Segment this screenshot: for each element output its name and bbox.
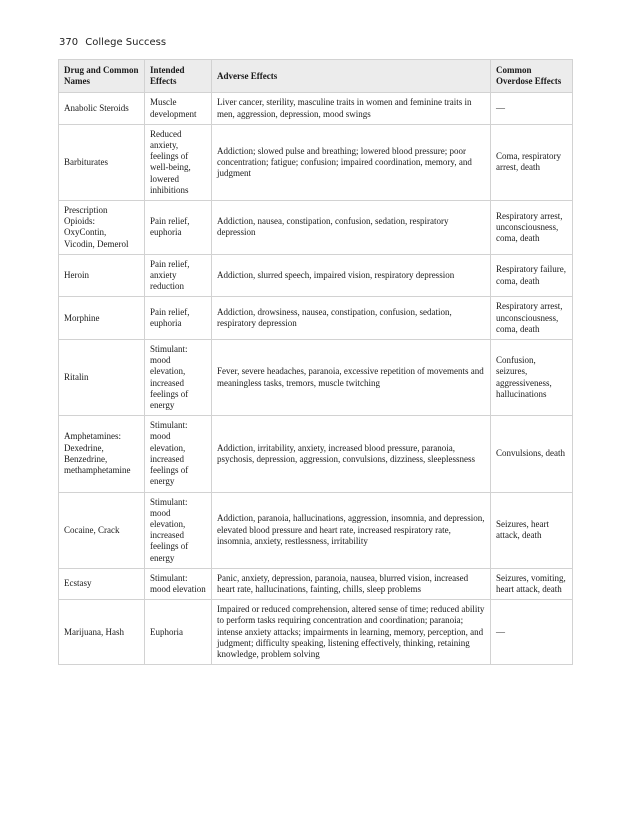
cell-drug: Marijuana, Hash <box>59 600 145 665</box>
cell-drug: Ecstasy <box>59 568 145 599</box>
table-row <box>59 600 573 665</box>
cell-adverse: Addiction, paranoia, hallucinations, aggression, insomnia, and depression, elevated blood pressure and heart rate, increased respiratory rate, insomnia, anxiety, restlessness, irritability <box>212 492 491 568</box>
cell-intended: Pain relief, euphoria <box>145 201 212 255</box>
cell-overdose: Respiratory arrest, unconsciousness, coma, death <box>491 297 573 340</box>
table-row <box>59 297 573 340</box>
drug-effects-table <box>58 59 573 665</box>
cell-drug: Prescription Opioids: OxyContin, Vicodin, Demerol <box>59 201 145 255</box>
cell-drug: Cocaine, Crack <box>59 492 145 568</box>
cell-adverse: Liver cancer, sterility, masculine traits in women and feminine traits in men, aggression, depression, mood swings <box>212 93 491 124</box>
cell-intended: Pain relief, euphoria <box>145 297 212 340</box>
cell-intended: Stimulant: mood elevation, increased feelings of energy <box>145 416 212 492</box>
cell-adverse: Addiction, nausea, constipation, confusion, sedation, respiratory depression <box>212 201 491 255</box>
cell-intended: Euphoria <box>145 600 212 665</box>
cell-overdose: Coma, respiratory arrest, death <box>491 124 573 200</box>
cell-drug: Ritalin <box>59 340 145 416</box>
cell-overdose: — <box>491 600 573 665</box>
cell-adverse: Addiction, slurred speech, impaired vision, respiratory depression <box>212 254 491 297</box>
column-header-drug: Drug and Common Names <box>59 60 145 93</box>
cell-intended: Reduced anxiety, feelings of well-being, lowered inhibitions <box>145 124 212 200</box>
page-header <box>59 37 166 48</box>
table-row <box>59 254 573 297</box>
cell-intended: Muscle development <box>145 93 212 124</box>
table-row <box>59 201 573 255</box>
cell-adverse: Addiction, drowsiness, nausea, constipation, confusion, sedation, respiratory depression <box>212 297 491 340</box>
cell-intended: Stimulant: mood elevation, increased feelings of energy <box>145 492 212 568</box>
cell-drug: Anabolic Steroids <box>59 93 145 124</box>
column-header-intended-effects: Intended Effects <box>145 60 212 93</box>
table-row <box>59 568 573 599</box>
cell-adverse: Impaired or reduced comprehension, altered sense of time; reduced ability to perform tasks requiring concentration and coordination; paranoia; intense anxiety attacks; impairments in learning, memory, perception, and judgment; difficulty speaking, listening effectively, thinking, retaining knowledge, problem solving <box>212 600 491 665</box>
cell-adverse: Panic, anxiety, depression, paranoia, nausea, blurred vision, increased heart rate, hallucinations, fainting, chills, sleep problems <box>212 568 491 599</box>
table-row <box>59 492 573 568</box>
cell-intended: Stimulant: mood elevation <box>145 568 212 599</box>
cell-intended: Pain relief, anxiety reduction <box>145 254 212 297</box>
cell-overdose: Respiratory failure, coma, death <box>491 254 573 297</box>
cell-adverse: Fever, severe headaches, paranoia, excessive repetition of movements and meaningless tasks, tremors, muscle twitching <box>212 340 491 416</box>
cell-adverse: Addiction; slowed pulse and breathing; lowered blood pressure; poor concentration; fatigue; confusion; impaired coordination, memory, and judgment <box>212 124 491 200</box>
table-row <box>59 416 573 492</box>
cell-adverse: Addiction, irritability, anxiety, increased blood pressure, paranoia, psychosis, depression, aggression, convulsions, dizziness, sleeplessness <box>212 416 491 492</box>
cell-drug: Amphetamines: Dexedrine, Benzedrine, methamphetamine <box>59 416 145 492</box>
cell-drug: Barbiturates <box>59 124 145 200</box>
cell-intended: Stimulant: mood elevation, increased feelings of energy <box>145 340 212 416</box>
table-row <box>59 93 573 124</box>
table-row <box>59 124 573 200</box>
table-header-row <box>59 60 573 93</box>
column-header-adverse-effects: Adverse Effects <box>212 60 491 93</box>
cell-overdose: — <box>491 93 573 124</box>
page-number: 370 <box>59 37 79 48</box>
table-row <box>59 340 573 416</box>
cell-overdose: Confusion, seizures, aggressiveness, hallucinations <box>491 340 573 416</box>
book-title: College Success <box>85 37 167 48</box>
cell-overdose: Seizures, heart attack, death <box>491 492 573 568</box>
column-header-overdose-effects: Common Overdose Effects <box>491 60 573 93</box>
cell-overdose: Respiratory arrest, unconsciousness, coma, death <box>491 201 573 255</box>
cell-overdose: Convulsions, death <box>491 416 573 492</box>
cell-drug: Morphine <box>59 297 145 340</box>
cell-drug: Heroin <box>59 254 145 297</box>
cell-overdose: Seizures, vomiting, heart attack, death <box>491 568 573 599</box>
